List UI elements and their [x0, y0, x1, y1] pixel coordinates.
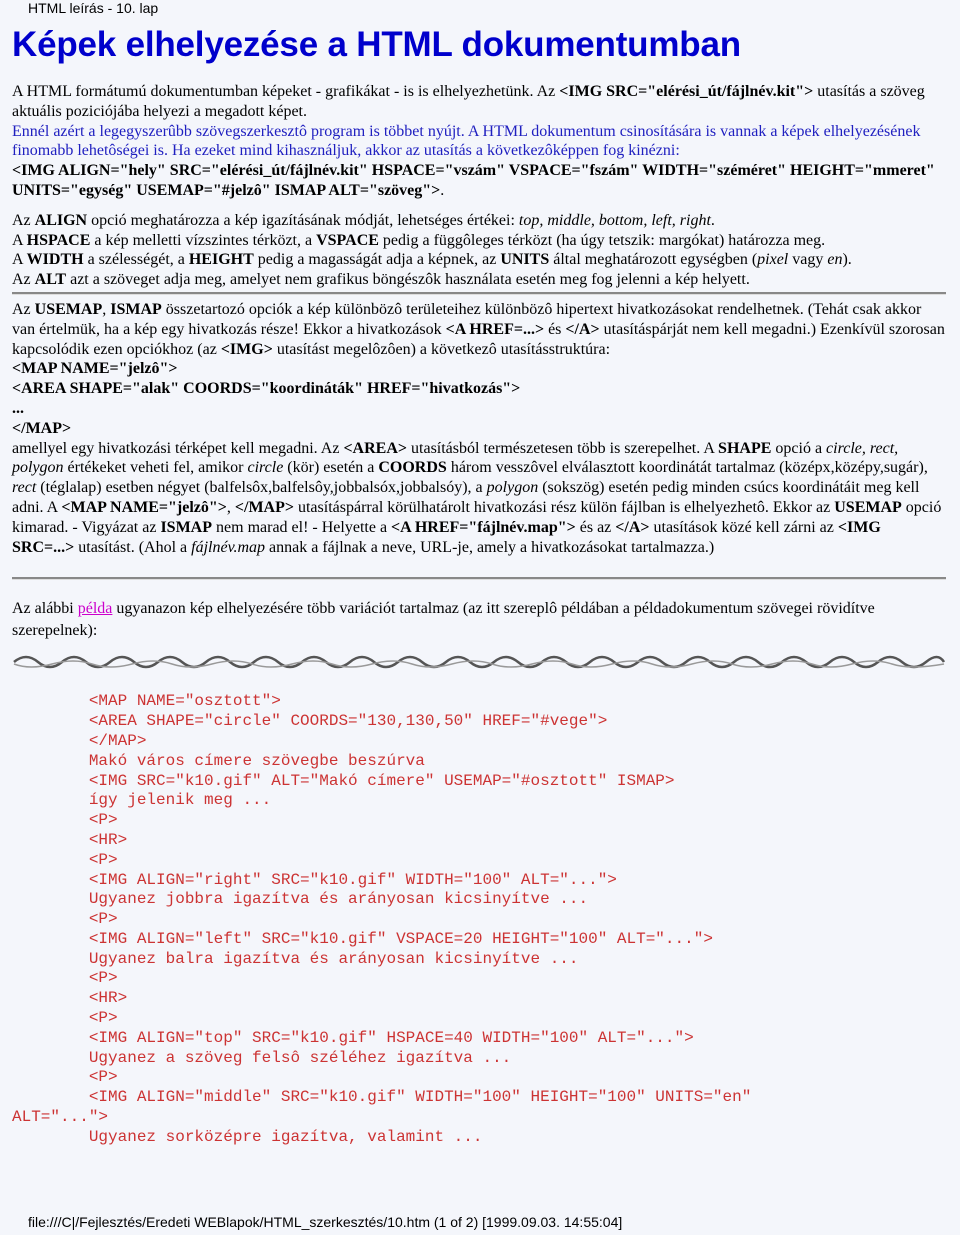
map-structure-line-3: ...	[12, 399, 24, 417]
imagemap-section	[12, 300, 946, 557]
code-line: Ugyanez jobbra igazítva és arányosan kicsinyítve ...	[12, 890, 589, 909]
img-tag-full: <IMG ALIGN="hely" SRC="elérési_út/fájlnév.kit" HSPACE="vszám" VSPACE="fszám" WIDTH="széméret" HEIGHT="mmeret" UNITS="egység" USEMAP="#jelzô" ISMAP ALT="szöveg">	[12, 162, 935, 199]
wavy-divider	[12, 650, 946, 674]
code-line: <AREA SHAPE="circle" COORDS="130,130,50" HREF="#vege">	[12, 712, 608, 731]
code-line: <MAP NAME="osztott">	[12, 692, 281, 711]
code-line: <IMG ALIGN="top" SRC="k10.gif" HSPACE=40 WIDTH="100" ALT="...">	[12, 1028, 694, 1047]
code-line: <HR>	[12, 989, 128, 1008]
code-line: Ugyanez balra igazítva és arányosan kicsinyítve ...	[12, 949, 579, 968]
imagemap-paragraph-1: Az USEMAP, ISMAP összetartozó opciók a kép különbözô területeihez különbözô hipertext hivatkozásokat rendelhetnek. (Tehát csak akkor van értelmük, ha a kép egy hivatkozás része! Ekkor a hivatkozások <A HREF=...> és </A> utasításpárját nem kell megadni.) Ezenkívül szorosan kapcsolódik ezen opciókhoz (az <IMG> utasítást megelôzôen) a következô utasításstruktúra:	[12, 300, 945, 358]
alt-paragraph: Az ALT azt a szöveget adja meg, amelyet nem grafikus böngészôk használata esetén meg fog jelenni a kép helyett.	[12, 271, 750, 289]
space-paragraph: A HSPACE a kép melletti vízszintes térközt, a VSPACE pedig a függôleges térközt (ha úgy tetszik: margókat) határozza meg.	[12, 231, 826, 249]
code-line: <P>	[12, 1068, 118, 1087]
code-line: Makó város címere szövegbe beszúrva	[12, 751, 425, 770]
map-structure-line-2: <AREA SHAPE="alak" COORDS="koordináták" HREF="hivatkozás">	[12, 380, 521, 398]
img-tag-basic: <IMG SRC="elérési_út/fájlnév.kit">	[559, 83, 814, 100]
divider	[12, 577, 946, 580]
intro-text-4: .	[440, 181, 445, 199]
code-example	[12, 692, 946, 1147]
print-header: HTML leírás - 10. lap	[28, 0, 159, 16]
example-link[interactable]: példa	[77, 600, 113, 618]
code-line: <P>	[12, 969, 118, 988]
divider	[12, 292, 946, 295]
code-line: <IMG ALIGN="left" SRC="k10.gif" VSPACE=20 HEIGHT="100" ALT="...">	[12, 929, 713, 948]
code-line: <IMG ALIGN="middle" SRC="k10.gif" WIDTH="100" HEIGHT="100" UNITS="en"	[12, 1088, 752, 1107]
intro-paragraph	[12, 82, 946, 122]
code-line: <P>	[12, 850, 118, 869]
intro-text-1: A HTML formátumú dokumentumban képeket - grafikákat - is is elhelyezhetünk. Az	[12, 83, 560, 100]
intro-paragraph-2	[12, 122, 946, 201]
map-structure-line-1: <MAP NAME="jelzô">	[12, 360, 178, 378]
intro-text-3: Ennél azért a legegyszerûbb szövegszerkesztô program is többet nyújt. A HTML dokumentum csinosítására is vannak a képek elhelyezésének finomabb lehetôségei is. Ha ezeket mind kihasználjuk, akkor az utasítás a következôképpen fog kinézni:	[12, 122, 921, 160]
code-line: <HR>	[12, 830, 128, 849]
map-structure-line-4: </MAP>	[12, 419, 72, 437]
code-line: <P>	[12, 910, 118, 929]
example-intro: Az alábbi példa ugyanazon kép elhelyezésére több variációt tartalmaz (az itt szereplô példában a példadokumentum szövegei rövidítve szerepelnek):	[12, 600, 875, 640]
code-line: <IMG SRC="k10.gif" ALT="Makó címere" USEMAP="#osztott" ISMAP>	[12, 771, 675, 790]
code-line: <P>	[12, 811, 118, 830]
code-line: így jelenik meg ...	[12, 791, 272, 810]
imagemap-paragraph-2: amellyel egy hivatkozási térképet kell megadni. Az <AREA> utasításból természetesen több is szerepelhet. A SHAPE opció a circle, rect, polygon értékeket veheti fel, amikor circle (kör) esetén a COORDS három vesszôvel elválasztott koordinátát tartalmaz (középx,középy,sugár), rect (téglalap) esetben négyet (balfelsôx,balfelsôy,jobbalsóx,jobbalsóy), a polygon (sokszög) esetén pedig minden csúcs koordinátáit meg kell adni. A <MAP NAME="jelzô">, </MAP> utasításpárral körülhatárolt hivatkozási rész külön fájlban is elhelyezhetô. Ekkor az USEMAP opció kimarad. - Vigyázat az ISMAP nem marad el! - Helyette a <A HREF="fájlnév.map"> és az </A> utasítások közé kell zárni az <IMG SRC=...> utasítást. (Ahol a fájlnév.map annak a fájlnak a neve, URL-je, amely a hivatkozásokat tartalmazza.)	[12, 439, 942, 556]
code-line: Ugyanez a szöveg felsô széléhez igazítva ...	[12, 1048, 512, 1067]
code-line: <P>	[12, 1009, 118, 1028]
options-section	[12, 211, 946, 290]
code-line: Ugyanez sorközépre igazítva, valamint ...	[12, 1127, 483, 1146]
print-footer: file:///C|/Fejlesztés/Eredeti WEBlapok/HTML_szerkesztés/10.htm (1 of 2) [1999.09.03. 14:55:04]	[28, 1214, 623, 1230]
code-line: <IMG ALIGN="right" SRC="k10.gif" WIDTH="100" ALT="...">	[12, 870, 617, 889]
size-paragraph: A WIDTH a szélességét, a HEIGHT pedig a magasságát adja a képnek, az UNITS által meghatározott egységben (pixel vagy en).	[12, 251, 852, 269]
document-body	[12, 20, 946, 1148]
code-line: ALT="...">	[12, 1108, 109, 1127]
intro-section	[12, 82, 946, 201]
intro-text-2: utasítás a szöveg aktuális poziciójába helyezi a megadott képet.	[12, 83, 925, 120]
align-paragraph: Az ALIGN opció meghatározza a kép igazításának módját, lehetséges értékei: top, middle, bottom, left, right.	[12, 211, 715, 229]
page-title: Képek elhelyezése a HTML dokumentumban	[12, 25, 741, 64]
code-line: </MAP>	[12, 731, 147, 750]
